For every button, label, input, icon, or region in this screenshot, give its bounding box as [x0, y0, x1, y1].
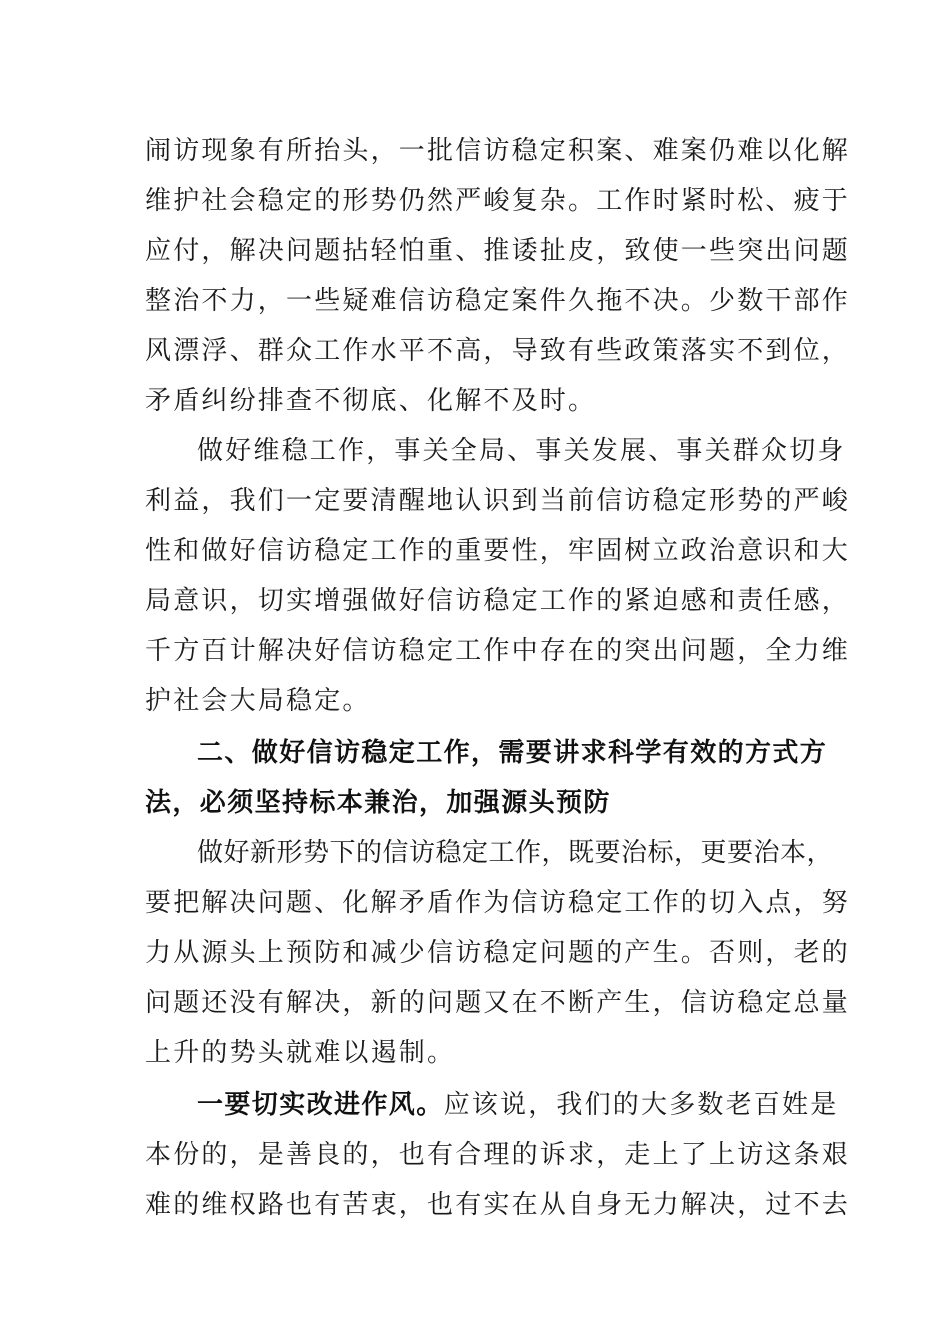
paragraph-3-line-1: 做好新形势下的信访稳定工作，既要治标，更要治本， [197, 838, 834, 868]
paragraph-2-line-2: 利益，我们一定要清醒地认识到当前信访稳定形势的严峻 [145, 486, 851, 516]
paragraph-1-line-6: 矛盾纠纷排查不彻底、化解不及时。 [145, 386, 597, 416]
paragraph-2-line-1: 做好维稳工作，事关全局、事关发展、事关群众切身 [197, 436, 846, 466]
paragraph-1-line-1: 闹访现象有所抬头，一批信访稳定积案、难案仍难以化解 [145, 136, 851, 166]
paragraph-1-line-5: 风漂浮、群众工作水平不高，导致有些政策落实不到位， [145, 336, 851, 366]
paragraph-3-line-3: 力从源头上预防和减少信访稳定问题的产生。否则，老的 [145, 938, 851, 968]
paragraph-4-line-1 [197, 1085, 839, 1125]
paragraph-2-line-3: 性和做好信访稳定工作的重要性，牢固树立政治意识和大 [145, 536, 851, 566]
paragraph-2-line-5: 千方百计解决好信访稳定工作中存在的突出问题，全力维 [145, 636, 851, 666]
paragraph-2-line-6: 护社会大局稳定。 [145, 686, 371, 716]
paragraph-4-line-2: 本份的，是善良的，也有合理的诉求，走上了上访这条艰 [145, 1140, 851, 1170]
paragraph-3-line-5: 上升的势头就难以遏制。 [145, 1038, 456, 1068]
paragraph-4-line-3: 难的维权路也有苦衷，也有实在从自身无力解决，过不去 [145, 1190, 851, 1220]
paragraph-1-line-4: 整治不力，一些疑难信访稳定案件久拖不决。少数干部作 [145, 286, 851, 316]
paragraph-4-lead-bold: 一要切实改进作风。 [197, 1090, 444, 1120]
paragraph-3-line-4: 问题还没有解决，新的问题又在不断产生，信访稳定总量 [145, 988, 851, 1018]
paragraph-3-line-2: 要把解决问题、化解矛盾作为信访稳定工作的切入点，努 [145, 888, 851, 918]
paragraph-2-line-4: 局意识，切实增强做好信访稳定工作的紧迫感和责任感， [145, 586, 851, 616]
paragraph-1-line-3: 应付，解决问题拈轻怕重、推诿扯皮，致使一些突出问题 [145, 236, 851, 266]
paragraph-4-lead-rest: 应该说，我们的大多数老百姓是 [443, 1090, 839, 1120]
section-heading-line-1: 二、做好信访稳定工作，需要讲求科学有效的方式方 [197, 738, 828, 768]
section-heading-line-2: 法，必须坚持标本兼治，加强源头预防 [145, 788, 611, 818]
paragraph-1-line-2: 维护社会稳定的形势仍然严峻复杂。工作时紧时松、疲于 [145, 186, 851, 216]
